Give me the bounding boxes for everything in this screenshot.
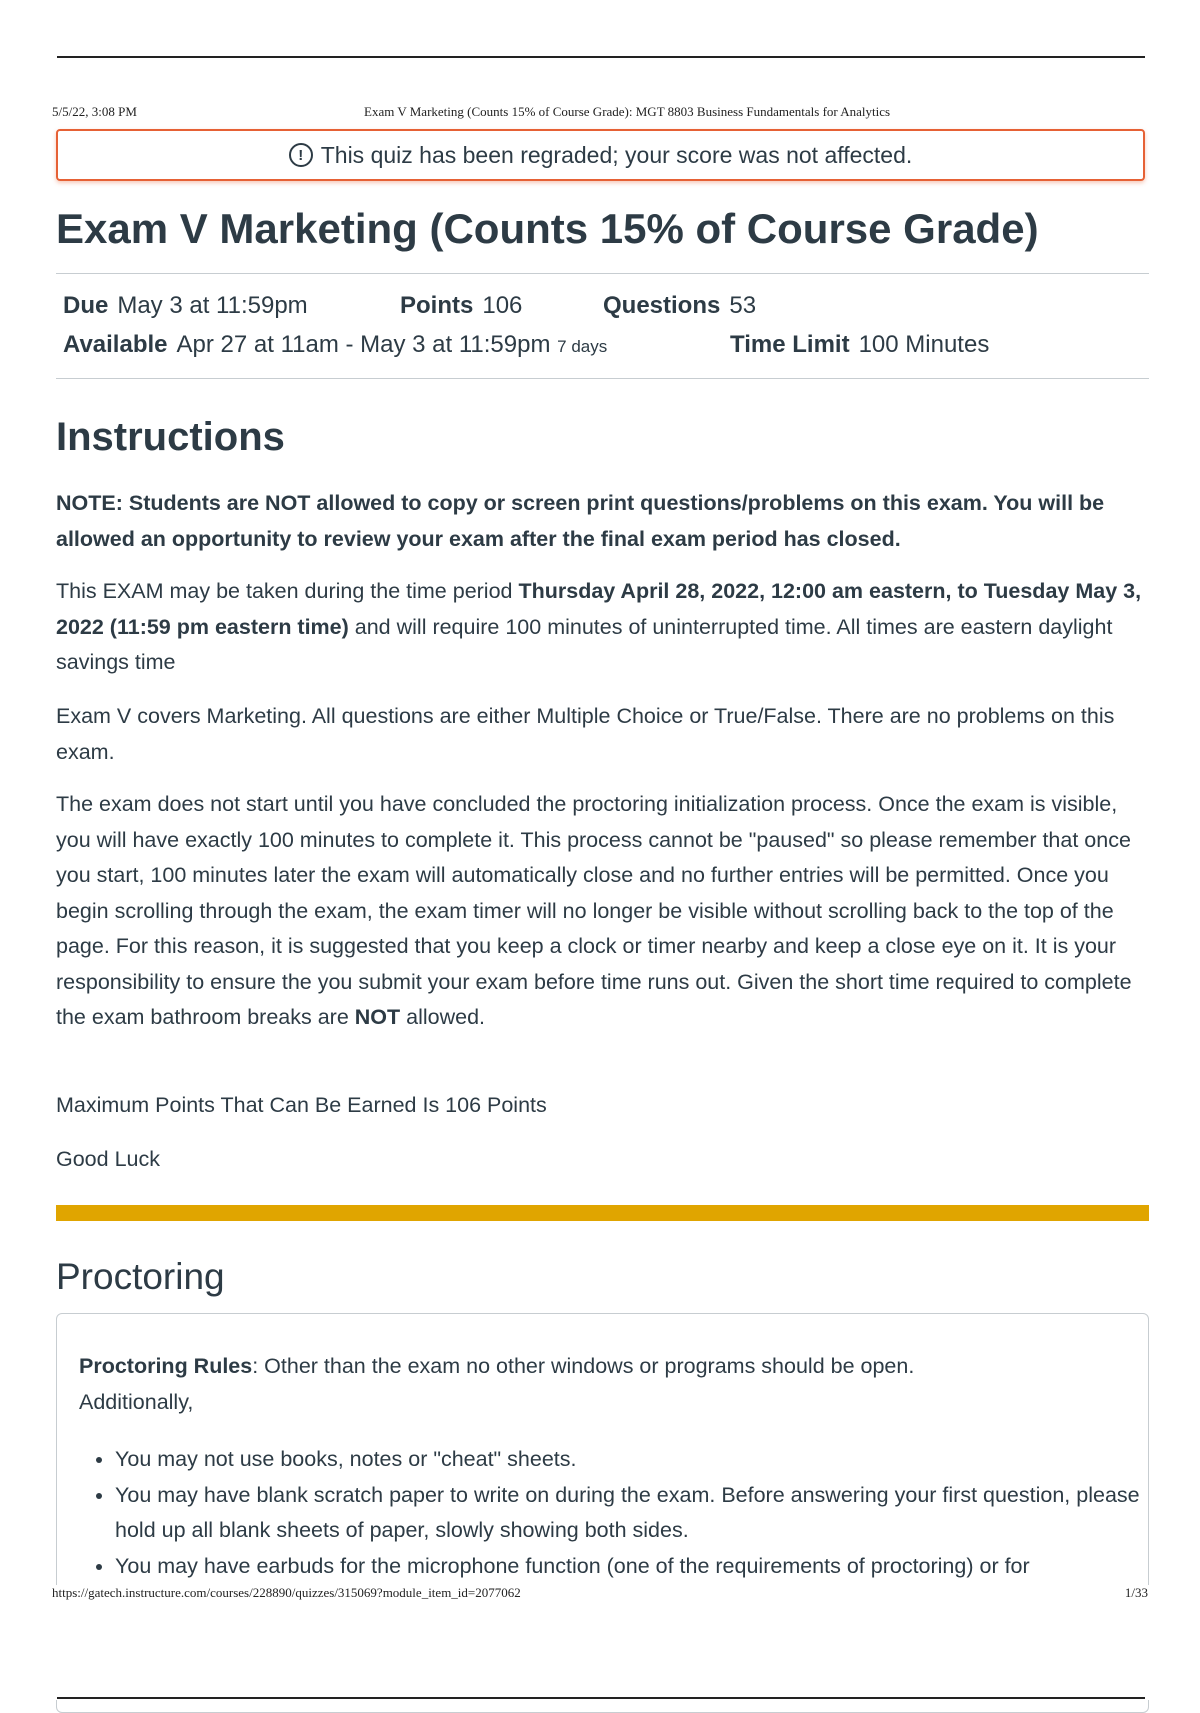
print-date: 5/5/22, 3:08 PM [52,104,137,119]
print-footer [0,1585,1200,1700]
good-luck-text: Good Luck [56,1147,160,1171]
proctoring-heading: Proctoring [56,1256,225,1297]
p1-text: This EXAM may be taken during the time period [56,579,519,603]
proctoring-rules-label: Proctoring Rules [79,1354,253,1378]
proctoring-rules-list [79,1442,1155,1584]
bottom-rule [57,1697,1145,1699]
proctoring-rules [79,1349,969,1420]
list-item: • You may not use books, notes or "cheat" sheets. [115,1442,1155,1478]
available-days: 7 days [557,337,608,356]
regrade-notice [56,129,1145,181]
warning-circle-icon: ! [289,143,313,167]
top-rule [57,56,1145,58]
available-field [63,331,607,359]
time-limit-value: 100 Minutes [858,331,990,358]
due-value: May 3 at 11:59pm [117,292,308,319]
instructions-paragraph-2: Exam V covers Marketing. All questions are either Multiple Choice or True/False. There are no problems on this exam. [56,704,1115,764]
list-item: • You may have blank scratch paper to write on during the exam. Before answering your first question, please hold up all blank sheets of paper, slowly showing both sides. [115,1478,1155,1549]
questions-field [603,292,756,320]
due-label: Due [63,292,109,319]
proctoring-rules-text: : Other than the exam no other windows or programs should be open. Additionally, [79,1354,915,1414]
print-url[interactable]: https://gatech.instructure.com/courses/228890/quizzes/315069?module_item_id=2077062 [52,1585,521,1600]
p3-text-end: allowed. [400,1005,486,1029]
page-number: 1/33 [1124,1585,1148,1600]
points-label: Points [400,292,474,319]
divider [56,378,1149,379]
time-limit-label: Time Limit [730,331,850,358]
available-value: Apr 27 at 11am - May 3 at 11:59pm [176,331,551,358]
time-limit-field [730,331,989,359]
p3-text: The exam does not start until you have concluded the proctoring initialization process. Once the exam is visible, you will have exactly 100 minutes to complete it. This process cannot be "paused" so please remember that once you start, 100 minutes later the exam will automatically close and no further entries will be permitted. Once you begin scrolling through the exam, the exam timer will no longer be visible without scrolling back to the top of the page. For this reason, it is suggested that you keep a clock or timer nearby and keep a close eye on it. It is your responsibility to ensure the you submit your exam before time runs out. Given the short time required to complete the exam bathroom breaks are [56,792,1132,1029]
section-divider-bar [56,1205,1149,1221]
p3-not: NOT [354,1005,401,1029]
print-doc-title: Exam V Marketing (Counts 15% of Course Grade): MGT 8803 Business Fundamentals for Analytics [364,104,891,119]
points-field [400,292,522,320]
max-points-text: Maximum Points That Can Be Earned Is 106 Points [56,1093,547,1117]
instructions-note-text: NOTE: Students are NOT allowed to copy or screen print questions/problems on this exam. You will be allowed an opportunity to review your exam after the final exam period has closed. [56,491,1105,551]
p1-period: Thursday April 28, 2022, 12:00 am eastern, to Tuesday May 3, 2022 (11:59 pm eastern time) [56,579,1142,639]
due-field [63,292,308,320]
available-label: Available [63,331,168,358]
list-item: • You may have earbuds for the microphone function (one of the requirements of proctoring) or for [115,1549,1155,1585]
instructions-paragraph-1 [56,574,1150,681]
quiz-title: Exam V Marketing (Counts 15% of Course Grade) [56,205,1039,252]
instructions-heading: Instructions [56,415,285,459]
p1-text-end: and will require 100 minutes of uninterrupted time. All times are eastern daylight savings time [56,614,1113,674]
points-value: 106 [482,292,523,319]
questions-label: Questions [603,292,721,319]
instructions-paragraph-3 [56,787,1150,1036]
regrade-notice-text: This quiz has been regraded; your score was not affected. [320,141,913,168]
instructions-note [56,486,1150,557]
divider [56,273,1149,274]
questions-value: 53 [729,292,757,319]
